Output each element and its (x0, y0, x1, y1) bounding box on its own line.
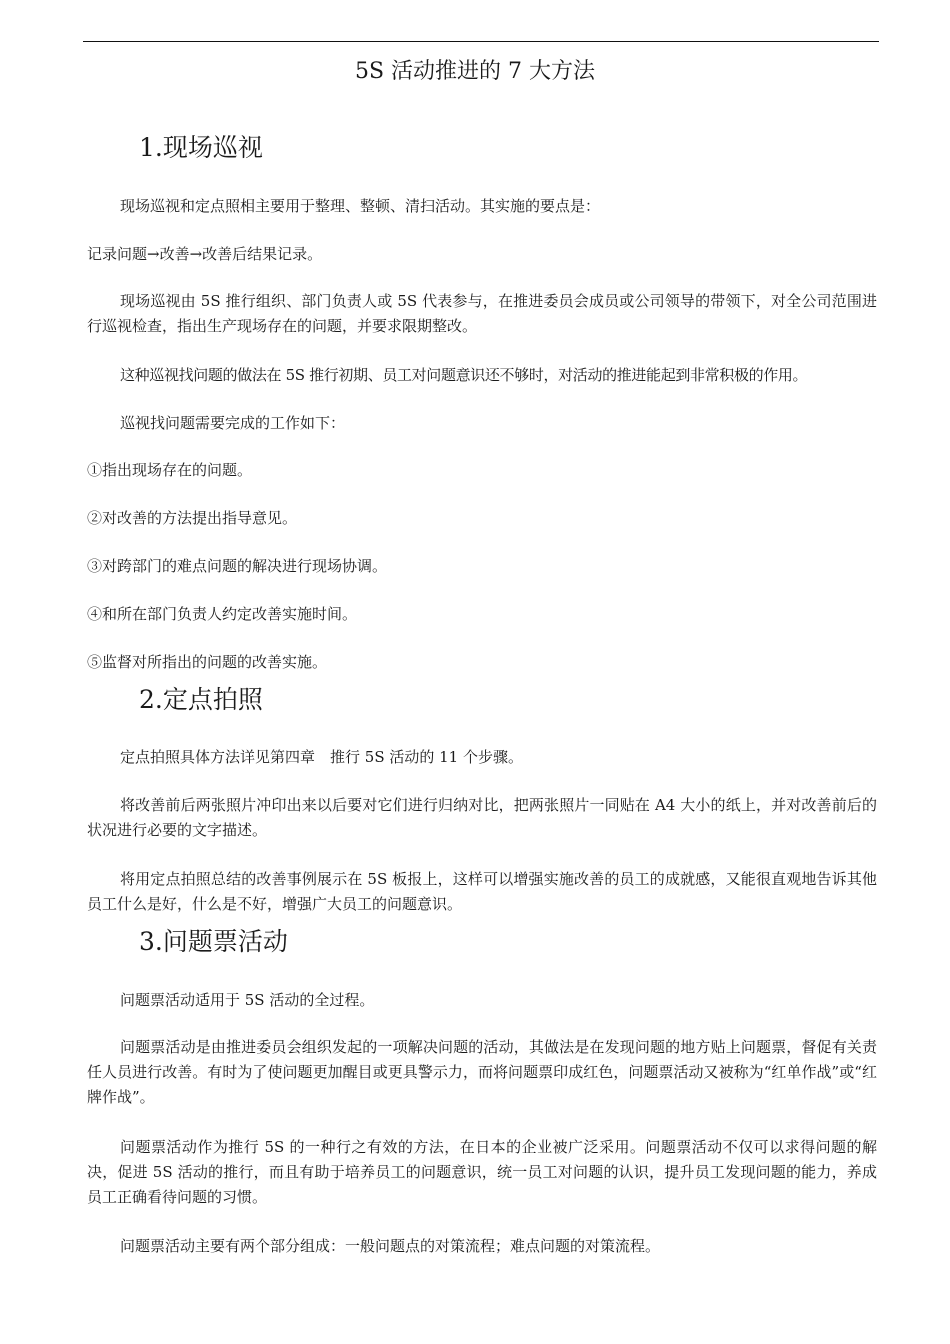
section-heading-1: 1.现场巡视 (139, 133, 263, 162)
document-title: 5S 活动推进的 7 大方法 (354, 59, 596, 84)
list-item: ⑤监督对所指出的问题的改善实施。 (87, 653, 328, 671)
paragraph: 问题票活动是由推进委员会组织发起的一项解决问题的活动，其做法是在发现问题的地方贴上问题票，督促有关责任人员进行改善。有时为了使问题更加醒目或更具警示力，而将问题票印成红色，问题票活动又被称为“红单作战”或“红牌作战”。 (87, 1038, 877, 1106)
paragraph: 将改善前后两张照片冲印出来以后要对它们进行归纳对比，把两张照片一同贴在 A4 大小的纸上，并对改善前后的状况进行必要的文字描述。 (87, 796, 877, 839)
paragraph: 将用定点拍照总结的改善事例展示在 5S 板报上，这样可以增强实施改善的员工的成就感，又能很直观地告诉其他员工什么是好，什么是不好，增强广大员工的问题意识。 (87, 870, 877, 913)
section-heading-2: 2.定点拍照 (139, 685, 263, 714)
paragraph: 这种巡视找问题的做法在 5S 推行初期、员工对问题意识还不够时，对活动的推进能起到非常积极的作用。 (120, 366, 808, 384)
list-item: ①指出现场存在的问题。 (87, 461, 253, 479)
paragraph: 问题票活动主要有两个部分组成：一般问题点的对策流程；难点问题的对策流程。 (120, 1237, 661, 1255)
paragraph: 定点拍照具体方法详见第四章 推行 5S 活动的 11 个步骤。 (120, 748, 523, 766)
paragraph: 问题票活动作为推行 5S 的一种行之有效的方法，在日本的企业被广泛采用。问题票活动不仅可以求得问题的解决，促进 5S 活动的推行，而且有助于培养员工的问题意识，统一员工对问题的认识，提升员工发现问题的能力，养成员工正确看待问题的习惯。 (87, 1138, 877, 1206)
section-heading-3: 3.问题票活动 (139, 927, 288, 956)
paragraph: 记录问题→改善→改善后结果记录。 (87, 245, 323, 263)
list-item: ③对跨部门的难点问题的解决进行现场协调。 (87, 557, 388, 575)
paragraph: 现场巡视由 5S 推行组织、部门负责人或 5S 代表参与，在推进委员会成员或公司领导的带领下，对全公司范围进行巡视检查，指出生产现场存在的问题，并要求限期整改。 (87, 292, 877, 335)
paragraph: 现场巡视和定点照相主要用于整理、整顿、清扫活动。其实施的要点是： (120, 197, 601, 215)
paragraph: 巡视找问题需要完成的工作如下： (120, 414, 346, 432)
list-item: ④和所在部门负责人约定改善实施时间。 (87, 605, 358, 623)
paragraph: 问题票活动适用于 5S 活动的全过程。 (120, 991, 375, 1009)
list-item: ②对改善的方法提出指导意见。 (87, 509, 298, 527)
top-rule (83, 41, 879, 42)
